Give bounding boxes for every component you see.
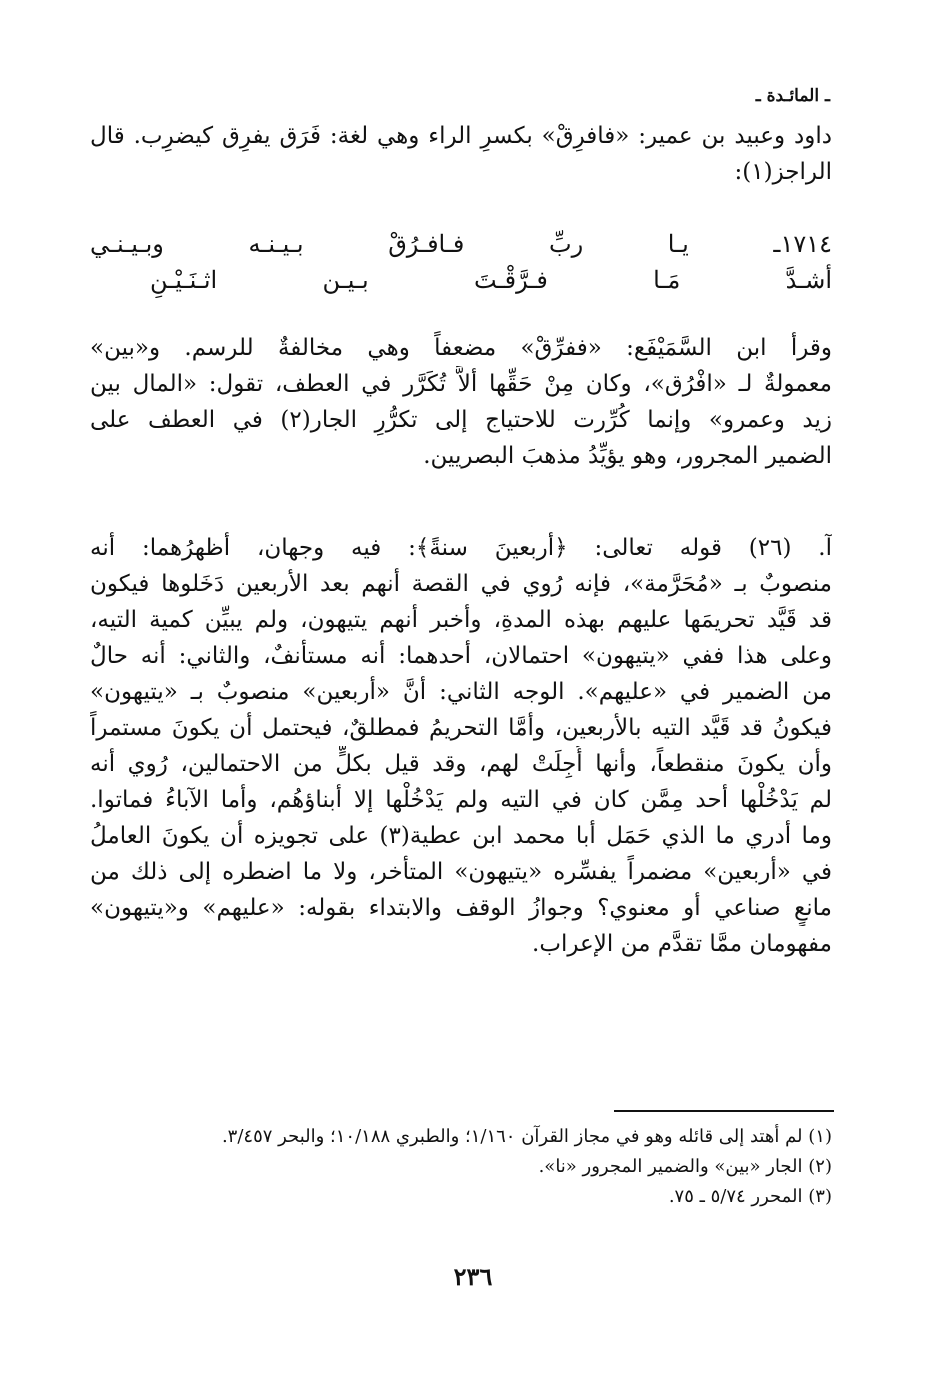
paragraph-1 [90,118,832,190]
text-line: فيكونُ قد قَيَّد التيه بالأربعين، وأمَّا التحريمُ فمطلقٌ، فيحتمل أن يكونَ مستمراً [90,715,832,741]
text-line: من الضمير في «عليهم». الوجه الثاني: أنَّ «أربعين» منصوبٌ بـ «يتيهون» [90,679,832,705]
footnote-2: (٢) الجار «بين» والضمير المجرور «نا». [538,1156,832,1177]
paragraph-3 [90,530,832,962]
text-line: مفهومان ممَّا تقدَّم من الإعراب. [532,931,832,957]
text-line: داود وعبيد بن عمير: «فافرِقْ» بكسرِ الراء وهي لغة: فَرَق يفرِق كيضرِب. قال [90,123,832,149]
text-line: منصوبٌ بـ «مُحَرَّمة»، فإنه رُوي في القصة أنهم بعد الأربعين دَخَلوها فيكون [90,571,832,597]
poem-verse [90,226,832,298]
text-line: لم يَدْخُلْها أحد مِمَّن كان في التيه ولم يَدْخُلْها إلا أبناؤهُم، وأما الآباءُ فماتوا. [90,787,832,813]
text-line: آ. (٢٦) قوله تعالى: ﴿أربعينَ سنةً﴾: فيه وجهان، أظهرُهما: أنه [90,535,832,561]
footnote-divider [614,1110,834,1112]
text-line: زيد وعمرو» وإنما كُرِّرت للاحتياج إلى تكرُّرِ الجار(٢) في العطف على [90,407,832,433]
text-line: في «أربعين» مضمراً يفسِّره «يتيهون» المتأخر، ولا ما اضطره إلى ذلك من [90,859,832,885]
text-line: معمولةٌ لـ «افْرُق»، وكان مِنْ حَقِّها ألاَّ تُكَرَّر في العطف، تقول: «المال بين [90,371,832,397]
poem-line-2: أشـدَّ مَـا فـرَّقْـتَ بـيـن اثـنَـيْـنِ [150,266,832,294]
text-line: وعلى هذا ففي «يتيهون» احتمالان، أحدهما: أنه مستأنفٌ، والثاني: أنه حالٌ [90,643,832,669]
text-line: الضمير المجرور، وهو يؤيِّدُ مذهبَ البصريين. [423,443,832,469]
text-line: الراجز(١): [734,159,832,185]
footnote-1: (١) لم أهتد إلى قائله وهو في مجاز القرآن ١/١٦٠؛ والطبري ١٠/١٨٨؛ والبحر ٣/٤٥٧. [221,1126,832,1147]
text-line: وما أدري ما الذي حَمَل أبا محمد ابن عطية(٣) على تجويزه أن يكونَ العاملُ [90,823,832,849]
text-line: وأن يكونَ منقطعاً، وأنها أُجِلَتْ لهم، وقد قيل بكلٍّ من الاحتمالين، رُوي أنه [90,751,832,777]
poem-line-1: ١٧١٤ـ يـا ربِّ فـافـرُقْ بـيـنـه وبـيـنـي [90,230,832,258]
text-line: وقرأ ابن السَّمَيْفَع: «ففرِّقْ» مضعفاً وهي مخالفةٌ للرسم. و«بين» [90,335,832,361]
running-header: ـ المائـدة ـ [755,86,830,106]
footnotes [90,1122,832,1212]
paragraph-2 [90,330,832,474]
text-line: مانعٍ صناعي أو معنوي؟ وجوازُ الوقف والابتداء بقوله: «عليهم» و«يتيهون» [90,895,832,921]
footnote-3: (٣) المحرر ٥/٧٤ ـ ٧٥. [668,1186,832,1207]
page-number: ٢٣٦ [453,1262,493,1291]
text-line: قد قَيَّد تحريمَها عليهم بهذه المدةِ، وأخبر أنهم يتيهون، ولم يبيِّن كمية التيه، [90,607,832,633]
